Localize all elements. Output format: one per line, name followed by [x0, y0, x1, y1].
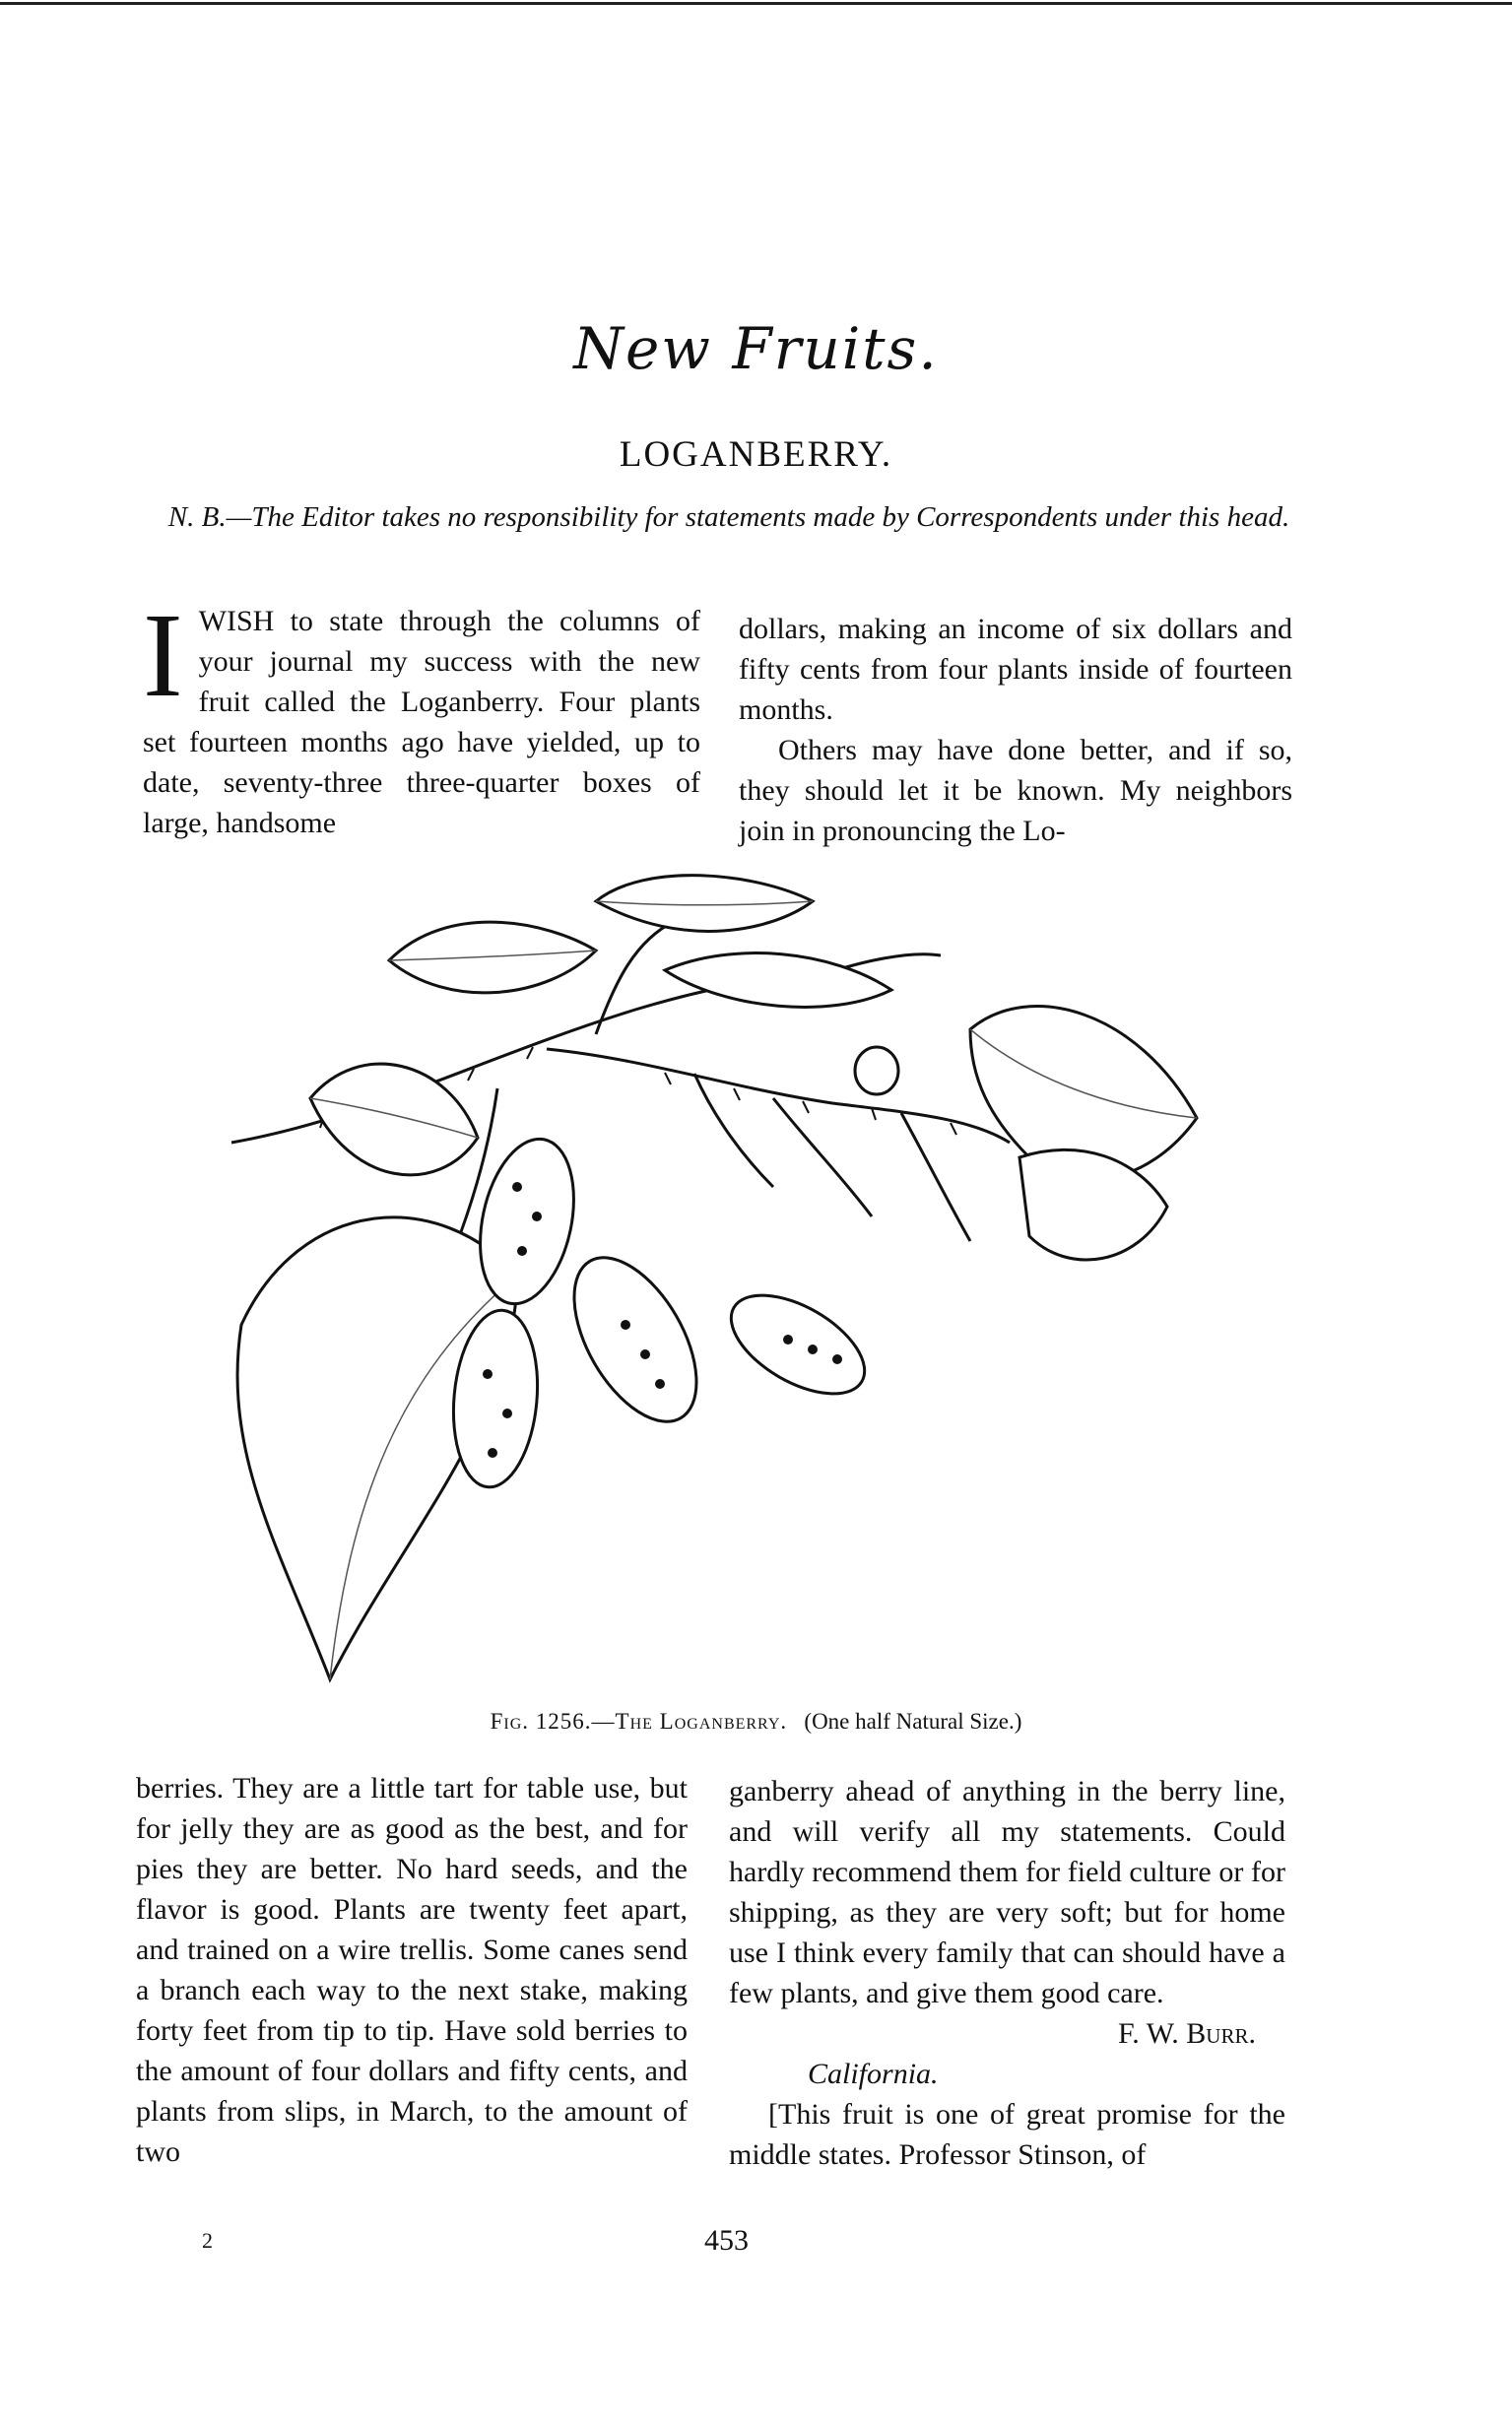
signature-mark: 2: [202, 2228, 213, 2253]
leaf: [310, 1064, 478, 1175]
section-heading: New Fruits.: [573, 315, 939, 382]
editorial-note: [This fruit is one of great promise for the middle states. Professor Stinson, of: [729, 2098, 1285, 2171]
caption-label: Fig. 1256.—The Loganberry.: [490, 1709, 788, 1734]
author-signature: F. W. Burr.: [1118, 2017, 1256, 2050]
leaf: [389, 922, 596, 993]
cane-branch: [547, 1049, 1010, 1143]
drop-cap: I: [143, 589, 183, 722]
cane-branch: [901, 1113, 970, 1241]
column-4: [729, 1771, 1285, 2175]
berry: [855, 1047, 898, 1094]
paragraph: berries. They are a little tart for table use, but for jelly they are as good as the best, and for pies they are better. No hard seeds, and the flavor is good. Plants are twenty feet apart, and trained on a wire trellis. Some canes send a branch each way to the next stake, making forty feet from tip to tip. Have sold berries to the amount of four dollars and fifty cents, and plants from slips, in March, to the amount of two: [136, 1772, 688, 2168]
editor-note: N. B.—The Editor takes no responsibility for statements made by Correspondents under this head.: [167, 501, 1290, 533]
berry: [549, 1237, 721, 1441]
lead-word: WISH: [198, 605, 275, 637]
article-title: LOGANBERRY.: [619, 434, 893, 475]
leaf: [665, 953, 891, 1008]
berry: [715, 1276, 881, 1414]
column-3: [136, 1768, 688, 2172]
page-number: 453: [704, 2224, 749, 2257]
paragraph-text: to state through the columns of your journal my success with the new fruit called the Loganberry. Four plants set fourteen months ago have yielded, up to date, seventy-three three-quarter boxes of large, handsome: [143, 605, 701, 839]
paragraph: dollars, making an income of six dollars and fifty cents from four plants inside of fourteen months.: [739, 613, 1292, 726]
column-1: [143, 589, 701, 843]
caption-note: (One half Natural Size.): [804, 1709, 1022, 1734]
loganberry-drawing: [222, 862, 1236, 1704]
author-location: California.: [808, 2058, 939, 2090]
loganberry-illustration: [222, 862, 1236, 1704]
cane-branch: [773, 1098, 872, 1216]
figure-caption: [0, 1709, 1512, 1735]
paragraph: Others may have done better, and if so, they should let it be known. My neighbors join in pronouncing the Lo-: [739, 734, 1292, 847]
paragraph-opening: [143, 589, 701, 843]
paragraph: ganberry ahead of anything in the berry line, and will verify all my statements. Could hardly recommend them for field culture or for shipping, as they are very soft; but for home use I think every family that can should have a few plants, and give them good care.: [729, 1775, 1285, 2009]
column-2: [739, 609, 1292, 851]
top-rule: [0, 2, 1512, 5]
